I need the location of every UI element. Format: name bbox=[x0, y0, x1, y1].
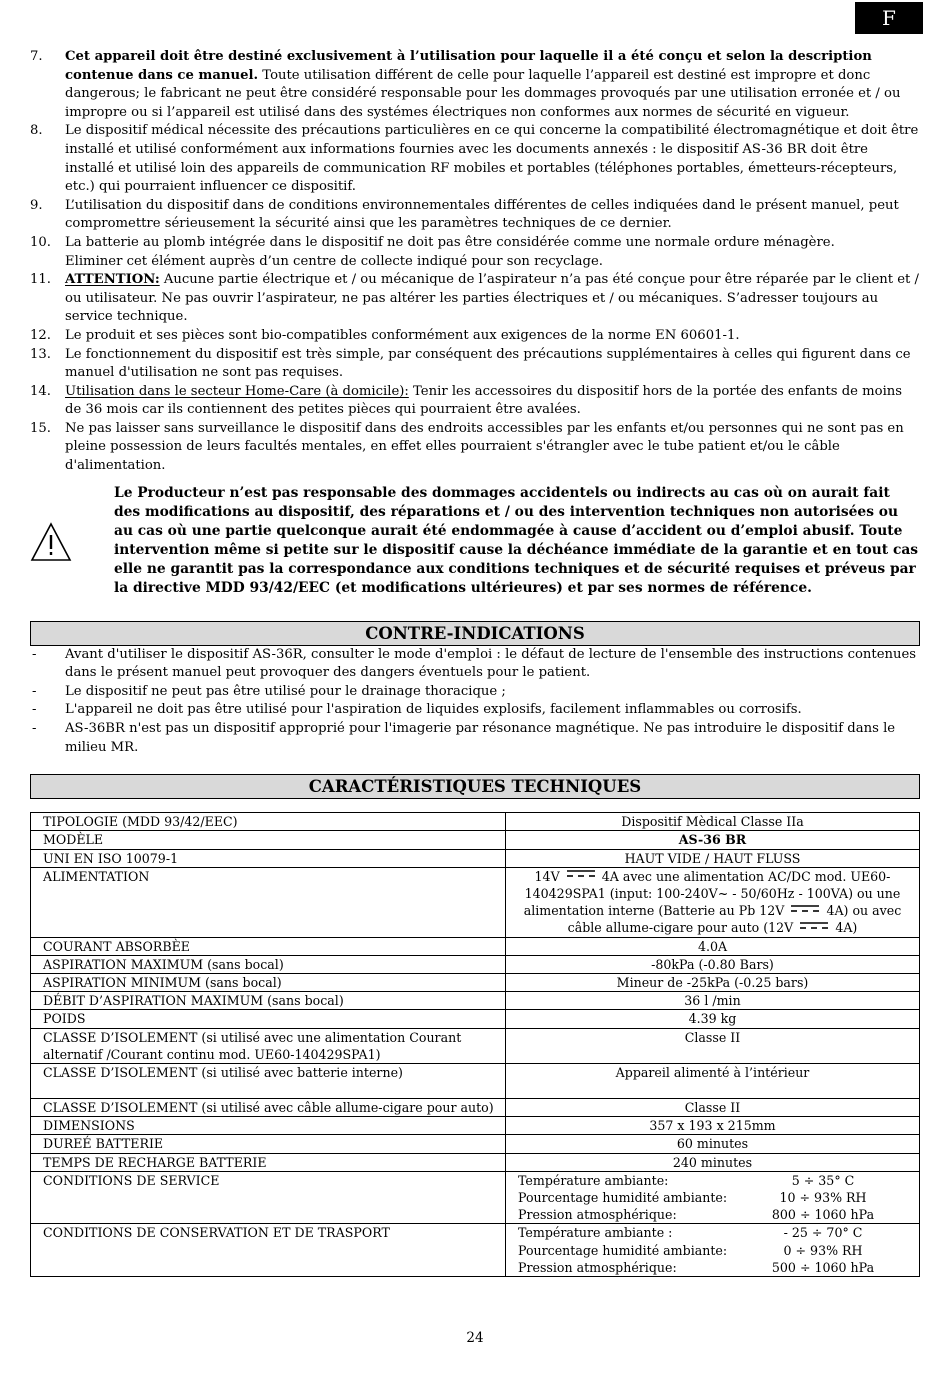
storage-conditions: Température ambiante : - 25 ÷ 70° C Pourcentage humidité ambiante: 0 ÷ 93% RH Pression atmosphérique: 500 ÷ 1060 hPa bbox=[518, 1225, 875, 1275]
table-row: ALIMENTATION 14V 4A avec une alimentation AC/DC mod. UE60-140429SPA1 (input: 100-240V~ - 50/60Hz - 100VA) ou une alimentation interne (Batterie au Pb 12V 4A) ou avec câble allume-cigare pour auto (12V 4A) bbox=[31, 867, 920, 937]
table-row: CLASSE D’ISOLEMENT (si utilisé avec batterie interne) Appareil alimenté à l’intérieur bbox=[31, 1064, 920, 1099]
table-row: ASPIRATION MINIMUM (sans bocal) Mineur de -25kPa (-0.25 bars) bbox=[31, 974, 920, 992]
list-item: 12. Le produit et ses pièces sont bio-compatibles conformément aux exigences de la norme EN 60601-1. bbox=[30, 327, 740, 343]
warning-block bbox=[30, 484, 920, 598]
list-item: 14. Utilisation dans le secteur Home-Care (à domicile): Tenir les accessoires du dispositif hors de la portée des enfants de moins de 36 mois car ils contiennent des petites pièces qui pourraient être avalées. bbox=[30, 383, 903, 418]
list-item: 8. Le dispositif médical nécessite des précautions particulières en ce qui concerne la compatibilité électromagnétique et doit être installé et utilisé conformément aux informations fournies avec les documents annexés : le dispositif AS-36 BR doit être installé et utilisé loin des appareils de communication RF mobiles et portables (téléphones portables, émetteurs-récepteurs, etc.) qui pourraient influencer ce dispositif. bbox=[30, 123, 919, 195]
dc-symbol-icon bbox=[791, 905, 819, 913]
warning-text: Le Producteur n’est pas responsable des dommages accidentels ou indirects au cas où on aurait fait des modifications au dispositif, des réparations et / ou des intervention techniques non autorisées ou au cas où une partie quelconque aurait été endommagée à cause d’accident ou d’emploi abusif. Toute intervention même si petite sur le dispositif cause la déchéance immédiate de la garantie et en tout cas elle ne garantit pas la correspondance aux conditions techniques et de sécurité requises et préveus par la directive MDD 93/42/EEC (et modifications ultérieures) et par ses normes de référence. bbox=[114, 484, 919, 596]
list-item: 15. Ne pas laisser sans surveillance le dispositif dans des endroits accessibles par les enfants et/ou personnes qui ne sont pas en pleine possession de leurs facultés mentales, en effet elles pourraient s'étrangler avec le tube patient et/ou le câble d'alimentation. bbox=[30, 420, 904, 474]
list-item: - AS-36BR n'est pas un dispositif approprié pour l'imagerie par résonance magnétique. Ne pas introduire le dispositif dans le milieu MR. bbox=[32, 721, 896, 755]
page-number: 24 bbox=[466, 1330, 484, 1346]
table-row: CONDITIONS DE SERVICE Température ambiante: 5 ÷ 35° C Pourcentage humidité ambiante: 10 ÷ 93% RH Pression atmosphérique: 800 ÷ 1060 hPa bbox=[31, 1171, 920, 1224]
table-row: CLASSE D’ISOLEMENT (si utilisé avec une alimentation Courant alternatif /Courant continu mod. UE60-140429SPA1) Classe II bbox=[31, 1028, 920, 1063]
contre-indications-list bbox=[30, 646, 920, 758]
table-row: DUREÉ BATTERIE 60 minutes bbox=[31, 1135, 920, 1153]
page-content bbox=[30, 48, 920, 1277]
list-item: - Avant d'utiliser le dispositif AS-36R, consulter le mode d'emploi : le défaut de lecture de l'ensemble des instructions contenues dans le présent manuel peut provoquer des dangers éventuels pour le patient. bbox=[32, 646, 917, 681]
table-row: POIDS 4.39 kg bbox=[31, 1010, 920, 1028]
contre-indications-title: CONTRE-INDICATIONS bbox=[30, 621, 920, 646]
language-tab: F bbox=[855, 2, 923, 34]
table-row: UNI EN ISO 10079-1 HAUT VIDE / HAUT FLUSS bbox=[31, 849, 920, 867]
list-item: - L'appareil ne doit pas être utilisé pour l'aspiration de liquides explosifs, facilement inflammables ou corrosifs. bbox=[32, 702, 802, 718]
table-row: COURANT ABSORBÈE 4.0A bbox=[31, 937, 920, 955]
list-item: 11. ATTENTION: Aucune partie électrique et / ou mécanique de l’aspirateur n’a pas été conçue pour être réparée par le client et / ou utilisateur. Ne pas ouvrir l’aspirateur, ne pas altérer les parties électriques et / ou mécaniques. S’adresser toujours au service technique. bbox=[30, 272, 919, 325]
service-conditions: Température ambiante: 5 ÷ 35° C Pourcentage humidité ambiante: 10 ÷ 93% RH Pression atmosphérique: 800 ÷ 1060 hPa bbox=[518, 1172, 875, 1223]
list-item: - Le dispositif ne peut pas être utilisé pour le drainage thoracique ; bbox=[32, 683, 506, 699]
warning-triangle-icon bbox=[30, 522, 72, 562]
table-row: ASPIRATION MAXIMUM (sans bocal) -80kPa (-0.80 Bars) bbox=[31, 955, 920, 973]
table-row: TIPOLOGIE (MDD 93/42/EEC) Dispositif Mèdical Classe IIa bbox=[31, 813, 920, 831]
dc-symbol-icon bbox=[567, 870, 595, 878]
table-row: MODÈLE AS-36 BR bbox=[31, 831, 920, 849]
safety-list bbox=[30, 48, 920, 476]
dc-symbol-icon bbox=[800, 922, 828, 930]
table-row: DIMENSIONS 357 x 193 x 215mm bbox=[31, 1117, 920, 1135]
table-row: DÉBIT D’ASPIRATION MAXIMUM (sans bocal) 36 l /min bbox=[31, 992, 920, 1010]
list-item: 10. La batterie au plomb intégrée dans le dispositif ne doit pas être considérée comme une normale ordure ménagère. Eliminer cet élément auprès d’un centre de collecte indiqué pour son recyclage. bbox=[30, 234, 835, 269]
list-item: 9. L’utilisation du dispositif dans de conditions environnementales différentes de celles indiquées dand le présent manuel, peut compromettre sérieusement la sécurité ainsi que les paramètres techniques de ce dernier. bbox=[30, 197, 899, 232]
list-item: 7. Cet appareil doit être destiné exclusivement à l’utilisation pour laquelle il a été conçu et selon la description contenue dans ce manuel. Toute utilisation différent de celle pour laquelle l’appareil est destiné est impropre et donc dangerous; le fabricant ne peut être considéré responsable pour les dommages provoqués par une utilisation erronée et / ou impropre ou si l’appareil est utilisé dans des systémes électriques non conformes aux normes de sécurité en vigueur. bbox=[30, 49, 901, 120]
table-row: TEMPS DE RECHARGE BATTERIE 240 minutes bbox=[31, 1153, 920, 1171]
tech-specs-title: CARACTÉRISTIQUES TECHNIQUES bbox=[30, 774, 920, 799]
tech-specs-table bbox=[30, 812, 920, 1277]
table-row: CLASSE D’ISOLEMENT (si utilisé avec câble allume-cigare pour auto) Classe II bbox=[31, 1099, 920, 1117]
list-item: 13. Le fonctionnement du dispositif est très simple, par conséquent des précautions supplémentaires à celles qui figurent dans ce manuel d'utilisation ne sont pas requises. bbox=[30, 346, 911, 381]
table-row: CONDITIONS DE CONSERVATION ET DE TRASPORT Température ambiante : - 25 ÷ 70° C Pourcentage humidité ambiante: 0 ÷ 93% RH Pression atmosphérique: 500 ÷ 1060 hPa bbox=[31, 1224, 920, 1277]
